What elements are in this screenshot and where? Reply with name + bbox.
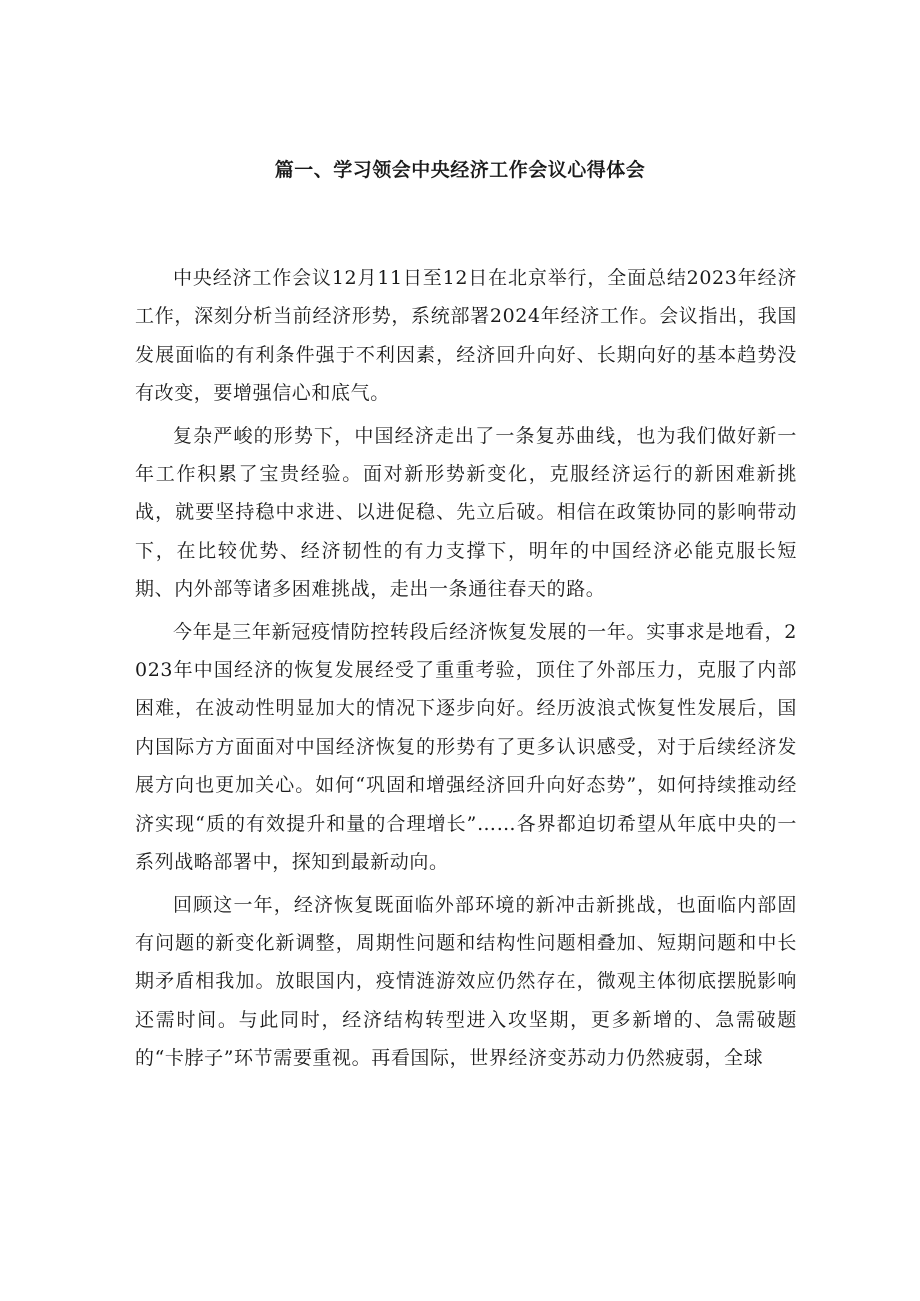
paragraph-3: 今年是三年新冠疫情防控转段后经济恢复发展的一年。实事求是地看，2023年中国经济的恢复发展经受了重重考验，顶住了外部压力，克服了内部困难，在波动性明显加大的情况下逐步向好。经历波浪式恢复性发展后，国内国际方方面面对中国经济恢复的形势有了更多认识感受，对于后续经济发展方向也更加关心。如何“巩固和增强经济回升向好态势”，如何持续推动经济实现“质的有效提升和量的合理增长”……各界都迫切希望从年底中央的一系列战略部署中，探知到最新动向。 [135, 620, 797, 874]
paragraph-2: 复杂严峻的形势下，中国经济走出了一条复苏曲线，也为我们做好新一年工作积累了宝贵经验。面对新形势新变化，克服经济运行的新困难新挑战，就要坚持稳中求进、以进促稳、先立后破。相信在政策协同的影响带动下，在比较优势、经济韧性的有力支撑下，明年的中国经济必能克服长短期、内外部等诸多困难挑战，走出一条通往春天的路。 [135, 424, 797, 601]
paragraph-1: 中央经济工作会议12月11日至12日在北京举行，全面总结2023年经济工作，深刻分析当前经济形势，系统部署2024年经济工作。会议指出，我国发展面临的有利条件强于不利因素，经济回升向好、长期向好的基本趋势没有改变，要增强信心和底气。 [135, 267, 797, 405]
paragraph-4: 回顾这一年，经济恢复既面临外部环境的新冲击新挑战，也面临内部固有问题的新变化新调整，周期性问题和结构性问题相叠加、短期问题和中长期矛盾相我加。放眼国内，疫情涟游效应仍然存在，微观主体彻底摆脱影响还需时间。与此同时，经济结构转型进入攻坚期，更多新增的、急需破题的“卡脖子”环节需要重视。再看国际，世界经济变苏动力仍然疲弱，全球 [135, 893, 797, 1070]
document-body [135, 259, 797, 1078]
document-title: 篇一、学习领会中央经济工作会议心得体会 [274, 159, 646, 181]
